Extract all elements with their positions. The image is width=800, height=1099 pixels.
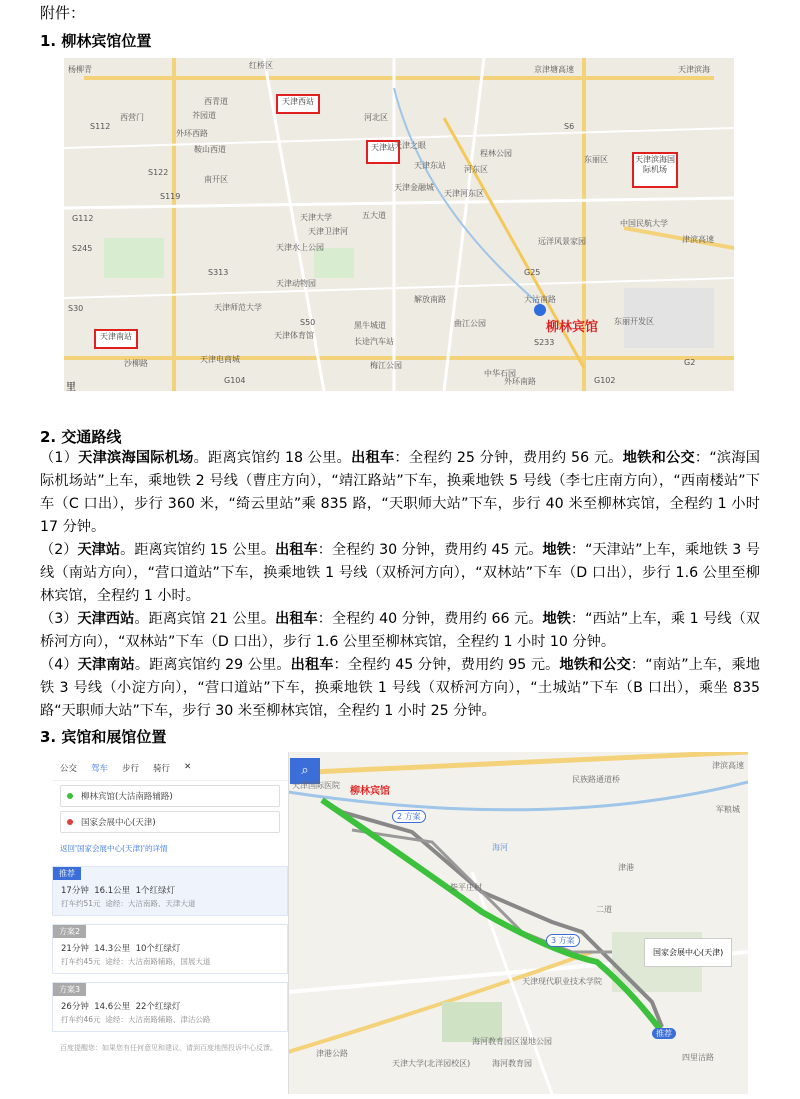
route-3-metro-label: 地铁 [542,611,571,627]
route-fare: 打车约45元 [61,957,101,966]
road-shield: G25 [524,268,541,277]
road-shield: G102 [594,376,616,385]
map-label: 鞍山西道 [194,145,226,154]
map-label: 杨柳青 [68,65,92,74]
route-time: 17分钟 [61,886,89,896]
route-via: 途经：大沽南路、天津大道 [105,899,196,908]
road-shield: S245 [72,244,93,253]
map-label: 曲江公园 [454,319,486,328]
close-icon[interactable]: ✕ [184,762,192,772]
map-label: 中国民航大学 [620,219,668,228]
map-label: 黑牛城道 [354,321,386,330]
route-map [52,752,748,1094]
map-label: 天津现代职业技术学院 [522,977,602,986]
back-link[interactable]: 返回'国家会展中心(天津)'的详情 [60,844,168,853]
map-label: 天津电商城 [200,355,240,364]
route-3-place: 天津西站 [77,611,135,627]
route-distance: 14.6公里 [94,1002,131,1012]
route-2-dist: 。距离宾馆约 15 公里。 [120,542,276,558]
map-label: 中华石园 [484,369,516,378]
route-3-dist: 。距离宾馆 21 公里。 [134,611,276,627]
map-label: 外环南路 [504,377,536,386]
map-label: 大沽南路 [524,295,556,304]
attachment-label: 附件： [40,4,86,22]
tab-bus[interactable]: 公交 [60,764,78,774]
hotel-label: 柳林宾馆 [350,786,390,797]
route-1-metro-label: 地铁和公交 [622,450,695,466]
route-4-num: （4） [40,657,78,673]
map-label: 海河教育园区湿地公园 [472,1037,552,1046]
section-3-title: 3. 宾馆和展馆位置 [40,728,167,746]
map-label: 民族路通道桥 [572,775,620,784]
plan-2-marker[interactable]: 2 方案 [392,810,426,823]
map-label: 天津师范大学 [214,303,262,312]
map-label: 海河 [492,843,508,852]
route-option-tag: 方案3 [53,983,86,996]
map-label: 军粮城 [716,805,740,814]
tianjin-station-marker: 天津站 [366,140,400,164]
route-option[interactable] [52,924,288,974]
route-1-place: 天津滨海国际机场 [78,450,194,466]
route-time: 21分钟 [61,944,89,954]
map-label: 长途汽车站 [354,337,394,346]
search-button[interactable]: ⌕ [290,758,320,784]
route-3-taxi-text: ：全程约 40 分钟，费用约 66 元。 [317,611,543,627]
origin-input[interactable] [60,785,280,807]
map-label: 四里沽路 [682,1053,714,1062]
route-4-taxi-label: 出租车 [290,657,334,673]
map-scale: 里 [66,382,76,391]
route-4-place: 天津南站 [77,657,135,673]
map-label: 津滨高速 [682,235,714,244]
route-2-metro-text: ：“天津站”上车，乘地铁 3 号线（南站方向），“营口道站”下车，换乘地铁 1 号线（双桥河方向），“双林站”下车（D 口出），步行 1.6 公里至柳林宾馆，全程约 1 小时。 [40,542,760,604]
route-via: 途经：大沽南路辅路、津沽公路 [105,1015,211,1024]
liulin-hotel-label: 柳林宾馆 [546,320,599,335]
destination-input[interactable] [60,811,280,833]
map-label: 程林公园 [480,149,512,158]
map-label: 津滨高速 [712,761,744,770]
tianjin-west-station-marker: 天津西站 [276,94,320,114]
origin-value: 柳林宾馆(大沽南路辅路) [81,792,173,802]
route-4 [40,654,760,723]
route-2-place: 天津站 [77,542,121,558]
map-label: 天津东站 [414,161,446,170]
route-option[interactable] [52,982,288,1032]
route-1-dist: 。距离宾馆约 18 公里。 [193,450,352,466]
map-label: 天津水上公园 [276,243,324,252]
map-label: 津港公路 [316,1049,348,1058]
section-2-title: 2. 交通路线 [40,428,122,446]
map-label: 天津大学 [300,213,332,222]
route-3 [40,608,760,654]
road-shield: S30 [68,304,84,313]
road-shield: S313 [208,268,229,277]
tianjin-south-station-marker: 天津南站 [94,329,138,349]
map-label: 天津动物园 [276,279,316,288]
tab-walk[interactable]: 步行 [122,764,140,774]
map-label: 红桥区 [249,61,273,70]
route-option-tag: 方案2 [53,925,86,938]
route-2-taxi-label: 出租车 [275,542,318,558]
route-fare: 打车约46元 [61,1015,101,1024]
route-panel [52,752,289,1094]
destination-dot-icon [67,819,73,825]
map-label: 天津大学(北洋园校区) [392,1059,471,1068]
feedback-note: 百度提醒您：如果您有任何意见和建议，请到百度地图投诉中心反馈。 [60,1044,277,1052]
road-shield: S6 [564,122,575,131]
road-shield: G2 [684,358,696,367]
route-option-tag: 推荐 [53,867,81,880]
route-distance: 16.1公里 [94,886,131,896]
map-label: 天津滨海 [678,65,710,74]
route-1-num: （1） [40,450,79,466]
map-label: 天津金融城 [394,183,434,192]
road-shield: G112 [72,214,94,223]
route-1-metro-text: ：“滨海国际机场站”上车，乘地铁 2 号线（曹庄方向），“靖江路站”下车，换乘地铁 5 号线（李七庄南方向），“西南楼站”下车（C 口出），步行 360 米，“绮云里站”乘 835 路，“天职师大站”下车，步行 40 米至柳林宾馆，全程约 1 小时 17 分钟。 [40,450,760,535]
road-shield: G104 [224,376,246,385]
route-via: 途经：大沽南路辅路，国展大道 [105,957,211,966]
road-shield: S233 [534,338,555,347]
road-shield: S50 [300,318,316,327]
map-label: 梅江公园 [370,361,402,370]
map-label: 五大道 [362,211,386,220]
route-option[interactable] [52,866,288,916]
map-label: 远洋风景家园 [538,237,586,246]
map-label: 芥园道 [192,111,216,120]
map-label: 天津之眼 [394,141,426,150]
route-1 [40,447,760,539]
route-2-metro-label: 地铁 [542,542,571,558]
route-3-taxi-label: 出租车 [275,611,318,627]
location-map [64,58,734,391]
map-label: 天津国际医院 [292,781,340,790]
route-lights: 1个红绿灯 [135,886,175,896]
map-label: 柴平庄村 [450,883,482,892]
tab-drive[interactable]: 驾车 [91,764,109,774]
airport-marker: 天津滨海国际机场 [632,152,678,188]
map-label: 东丽开发区 [614,317,654,326]
tab-bike[interactable]: 骑行 [153,764,171,774]
travel-mode-tabs [52,752,288,781]
route-4-dist: 。距离宾馆约 29 公里。 [134,657,291,673]
route-time: 26分钟 [61,1002,89,1012]
destination-value: 国家会展中心(天津) [81,818,156,828]
route-4-metro-text: ：“南站”上车，乘地铁 3 号线（小淀方向），“营口道站”下车，换乘地铁 1 号线（双桥河方向），“土城站”下车（B 口出），乘坐 835 路“天职师大站”下车，步行 30 米至柳林宾馆，全程约 1 小时 25 分钟。 [40,657,760,719]
route-lights: 22个红绿灯 [135,1002,181,1012]
road-shield: S122 [148,168,169,177]
route-2-taxi-text: ：全程约 30 分钟，费用约 45 元。 [317,542,543,558]
origin-dot-icon [67,793,73,799]
route-3-metro-text: ：“西站”上车，乘 1 号线（双桥河方向），“双林站”下车（D 口出），步行 1.6 公里至柳林宾馆，全程约 1 小时 10 分钟。 [40,611,760,650]
expo-label: 国家会展中心(天津) [644,938,732,967]
route-4-taxi-text: ：全程约 45 分钟，费用约 95 元。 [333,657,560,673]
map-label: 天津卫津河 [308,227,348,236]
map-label: 海河教育园 [492,1059,532,1068]
route-distance: 14.3公里 [94,944,131,954]
route-3-num: （3） [40,611,78,627]
map-label: 京津塘高速 [534,65,574,74]
map-label: 河东区 [464,165,488,174]
route-2-num: （2） [40,542,78,558]
map-label: 西营门 [120,113,144,122]
map-label: 沙柳路 [124,359,148,368]
map-label: 解放南路 [414,295,446,304]
map-label: 天津体育馆 [274,331,314,340]
route-fare: 打车约51元 [61,899,101,908]
map-label: 东丽区 [584,155,608,164]
map-label: 津港 [618,863,634,872]
road-shield: S119 [160,192,181,201]
route-4-metro-label: 地铁和公交 [559,657,631,673]
route-2 [40,539,760,608]
route-1-taxi-text: ：全程约 25 分钟，费用约 56 元。 [394,450,623,466]
map-label: 南开区 [204,175,228,184]
route-lights: 10个红绿灯 [135,944,181,954]
road-shield: S112 [90,122,111,131]
map-label: 西青道 [204,97,228,106]
map-label: 二道 [596,905,612,914]
map-label: 河北区 [364,113,388,122]
map-label: 天津河东区 [444,189,484,198]
map-label: 外环西路 [176,129,208,138]
section-1-title: 1. 柳林宾馆位置 [40,32,152,50]
route-1-taxi-label: 出租车 [351,450,395,466]
plan-3-marker[interactable]: 3 方案 [546,934,580,947]
recommended-marker[interactable]: 推荐 [652,1028,676,1039]
